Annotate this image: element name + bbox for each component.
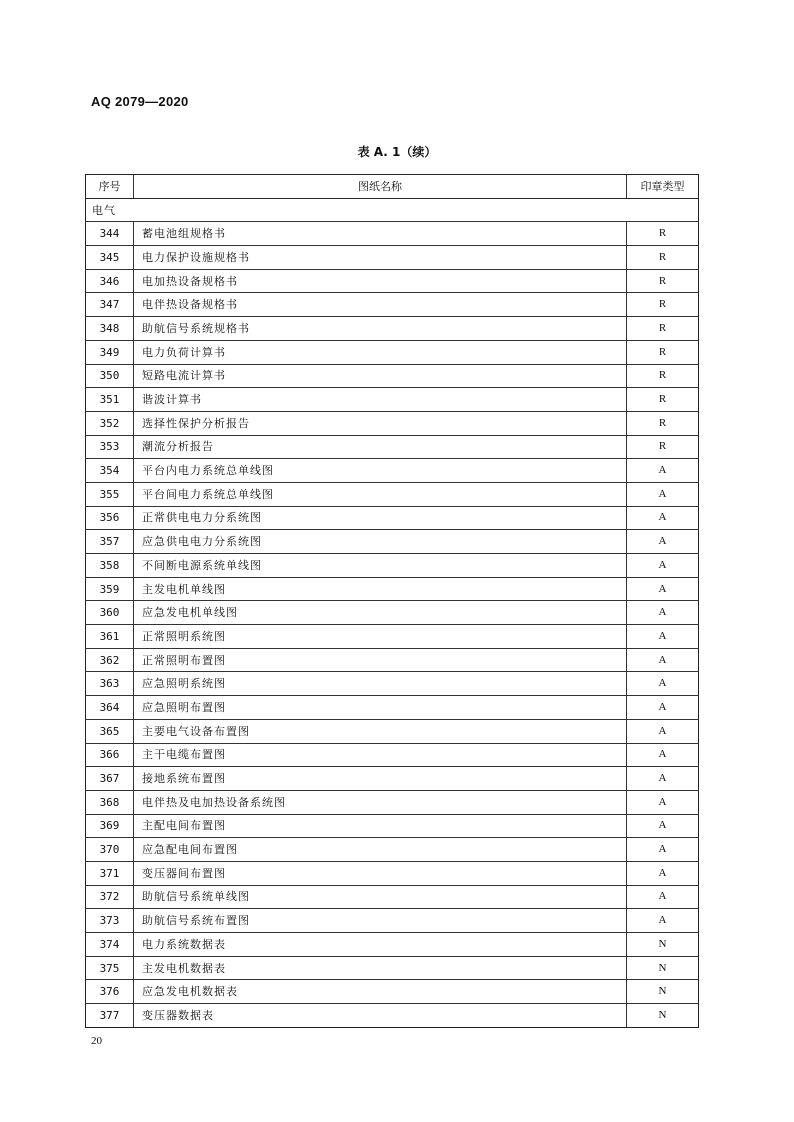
- row-num: 349: [86, 340, 134, 364]
- row-num: 362: [86, 648, 134, 672]
- row-name: 应急发电机单线图: [134, 601, 627, 625]
- row-name: 电力保护设施规格书: [134, 246, 627, 270]
- table-body: [86, 198, 699, 1027]
- table-row: [86, 506, 699, 530]
- row-num: 344: [86, 222, 134, 246]
- row-stamp: A: [627, 482, 699, 506]
- row-stamp: A: [627, 601, 699, 625]
- table-row: [86, 672, 699, 696]
- table-row: [86, 861, 699, 885]
- table-row: [86, 459, 699, 483]
- row-name: 平台内电力系统总单线图: [134, 459, 627, 483]
- table-row: [86, 933, 699, 957]
- row-stamp: A: [627, 672, 699, 696]
- table-row: [86, 980, 699, 1004]
- row-name: 主要电气设备布置图: [134, 719, 627, 743]
- table-row: [86, 269, 699, 293]
- row-num: 356: [86, 506, 134, 530]
- table-row: [86, 743, 699, 767]
- row-stamp: A: [627, 909, 699, 933]
- row-name: 助航信号系统单线图: [134, 885, 627, 909]
- row-stamp: R: [627, 411, 699, 435]
- document-code: AQ 2079—2020: [91, 94, 189, 109]
- row-name: 潮流分析报告: [134, 435, 627, 459]
- row-stamp: R: [627, 435, 699, 459]
- row-stamp: A: [627, 743, 699, 767]
- table-row: [86, 364, 699, 388]
- row-name: 蓄电池组规格书: [134, 222, 627, 246]
- table-row: [86, 625, 699, 649]
- row-name: 应急照明布置图: [134, 696, 627, 720]
- row-name: 主干电缆布置图: [134, 743, 627, 767]
- row-name: 谐波计算书: [134, 388, 627, 412]
- row-name: 变压器间布置图: [134, 861, 627, 885]
- row-name: 选择性保护分析报告: [134, 411, 627, 435]
- table-row: [86, 435, 699, 459]
- table-row: [86, 601, 699, 625]
- row-num: 363: [86, 672, 134, 696]
- table-row: [86, 838, 699, 862]
- row-num: 364: [86, 696, 134, 720]
- row-num: 371: [86, 861, 134, 885]
- table-row: [86, 554, 699, 578]
- table-row: [86, 388, 699, 412]
- row-name: 助航信号系统布置图: [134, 909, 627, 933]
- table-row: [86, 577, 699, 601]
- row-name: 电伴热及电加热设备系统图: [134, 790, 627, 814]
- row-name: 主发电机单线图: [134, 577, 627, 601]
- row-stamp: R: [627, 317, 699, 341]
- row-stamp: A: [627, 459, 699, 483]
- row-num: 374: [86, 933, 134, 957]
- table-row: [86, 222, 699, 246]
- row-stamp: A: [627, 885, 699, 909]
- table-row: [86, 1004, 699, 1028]
- row-num: 357: [86, 530, 134, 554]
- row-num: 358: [86, 554, 134, 578]
- row-stamp: A: [627, 554, 699, 578]
- row-num: 367: [86, 767, 134, 791]
- row-num: 377: [86, 1004, 134, 1028]
- drawing-table: [85, 174, 699, 1028]
- row-stamp: R: [627, 364, 699, 388]
- row-stamp: A: [627, 577, 699, 601]
- row-stamp: A: [627, 838, 699, 862]
- table-row: [86, 317, 699, 341]
- row-stamp: A: [627, 648, 699, 672]
- row-name: 应急照明系统图: [134, 672, 627, 696]
- table-title: 表 A. 1（续）: [357, 145, 437, 159]
- row-name: 主配电间布置图: [134, 814, 627, 838]
- row-stamp: R: [627, 269, 699, 293]
- row-name: 电加热设备规格书: [134, 269, 627, 293]
- section-row: [86, 198, 699, 222]
- row-stamp: A: [627, 790, 699, 814]
- row-num: 355: [86, 482, 134, 506]
- row-num: 372: [86, 885, 134, 909]
- row-name: 短路电流计算书: [134, 364, 627, 388]
- row-name: 电伴热设备规格书: [134, 293, 627, 317]
- row-num: 360: [86, 601, 134, 625]
- row-num: 351: [86, 388, 134, 412]
- table-header-row: [86, 175, 699, 199]
- table-row: [86, 909, 699, 933]
- row-num: 348: [86, 317, 134, 341]
- row-num: 373: [86, 909, 134, 933]
- row-stamp: A: [627, 814, 699, 838]
- row-num: 375: [86, 956, 134, 980]
- row-name: 应急发电机数据表: [134, 980, 627, 1004]
- row-name: 应急配电间布置图: [134, 838, 627, 862]
- table-row: [86, 648, 699, 672]
- row-stamp: A: [627, 696, 699, 720]
- header-stamp: 印章类型: [627, 175, 699, 199]
- row-stamp: A: [627, 625, 699, 649]
- table-row: [86, 340, 699, 364]
- row-num: 352: [86, 411, 134, 435]
- table-row: [86, 293, 699, 317]
- row-num: 346: [86, 269, 134, 293]
- section-label: 电气: [86, 198, 699, 222]
- row-num: 376: [86, 980, 134, 1004]
- table-row: [86, 885, 699, 909]
- row-name: 应急供电电力分系统图: [134, 530, 627, 554]
- row-stamp: A: [627, 506, 699, 530]
- row-num: 353: [86, 435, 134, 459]
- row-stamp: R: [627, 293, 699, 317]
- row-name: 变压器数据表: [134, 1004, 627, 1028]
- row-num: 368: [86, 790, 134, 814]
- table-row: [86, 790, 699, 814]
- row-name: 正常照明布置图: [134, 648, 627, 672]
- row-name: 正常照明系统图: [134, 625, 627, 649]
- table-row: [86, 246, 699, 270]
- row-name: 电力系统数据表: [134, 933, 627, 957]
- row-stamp: N: [627, 1004, 699, 1028]
- row-name: 正常供电电力分系统图: [134, 506, 627, 530]
- row-num: 369: [86, 814, 134, 838]
- row-stamp: N: [627, 980, 699, 1004]
- table-row: [86, 956, 699, 980]
- row-num: 370: [86, 838, 134, 862]
- row-num: 345: [86, 246, 134, 270]
- table-row: [86, 767, 699, 791]
- row-num: 359: [86, 577, 134, 601]
- table-row: [86, 482, 699, 506]
- row-stamp: A: [627, 530, 699, 554]
- row-stamp: R: [627, 222, 699, 246]
- table-row: [86, 719, 699, 743]
- header-name: 图纸名称: [134, 175, 627, 199]
- row-stamp: A: [627, 767, 699, 791]
- row-name: 主发电机数据表: [134, 956, 627, 980]
- row-stamp: N: [627, 933, 699, 957]
- row-stamp: A: [627, 861, 699, 885]
- row-name: 平台间电力系统总单线图: [134, 482, 627, 506]
- row-name: 不间断电源系统单线图: [134, 554, 627, 578]
- row-stamp: A: [627, 719, 699, 743]
- header-num: 序号: [86, 175, 134, 199]
- row-num: 350: [86, 364, 134, 388]
- row-name: 接地系统布置图: [134, 767, 627, 791]
- table-row: [86, 814, 699, 838]
- row-name: 电力负荷计算书: [134, 340, 627, 364]
- row-num: 361: [86, 625, 134, 649]
- row-name: 助航信号系统规格书: [134, 317, 627, 341]
- row-num: 354: [86, 459, 134, 483]
- row-num: 365: [86, 719, 134, 743]
- table-row: [86, 530, 699, 554]
- row-num: 366: [86, 743, 134, 767]
- row-stamp: R: [627, 340, 699, 364]
- row-stamp: N: [627, 956, 699, 980]
- table-row: [86, 411, 699, 435]
- row-num: 347: [86, 293, 134, 317]
- row-stamp: R: [627, 246, 699, 270]
- page-number: 20: [91, 1035, 102, 1047]
- row-stamp: R: [627, 388, 699, 412]
- table-row: [86, 696, 699, 720]
